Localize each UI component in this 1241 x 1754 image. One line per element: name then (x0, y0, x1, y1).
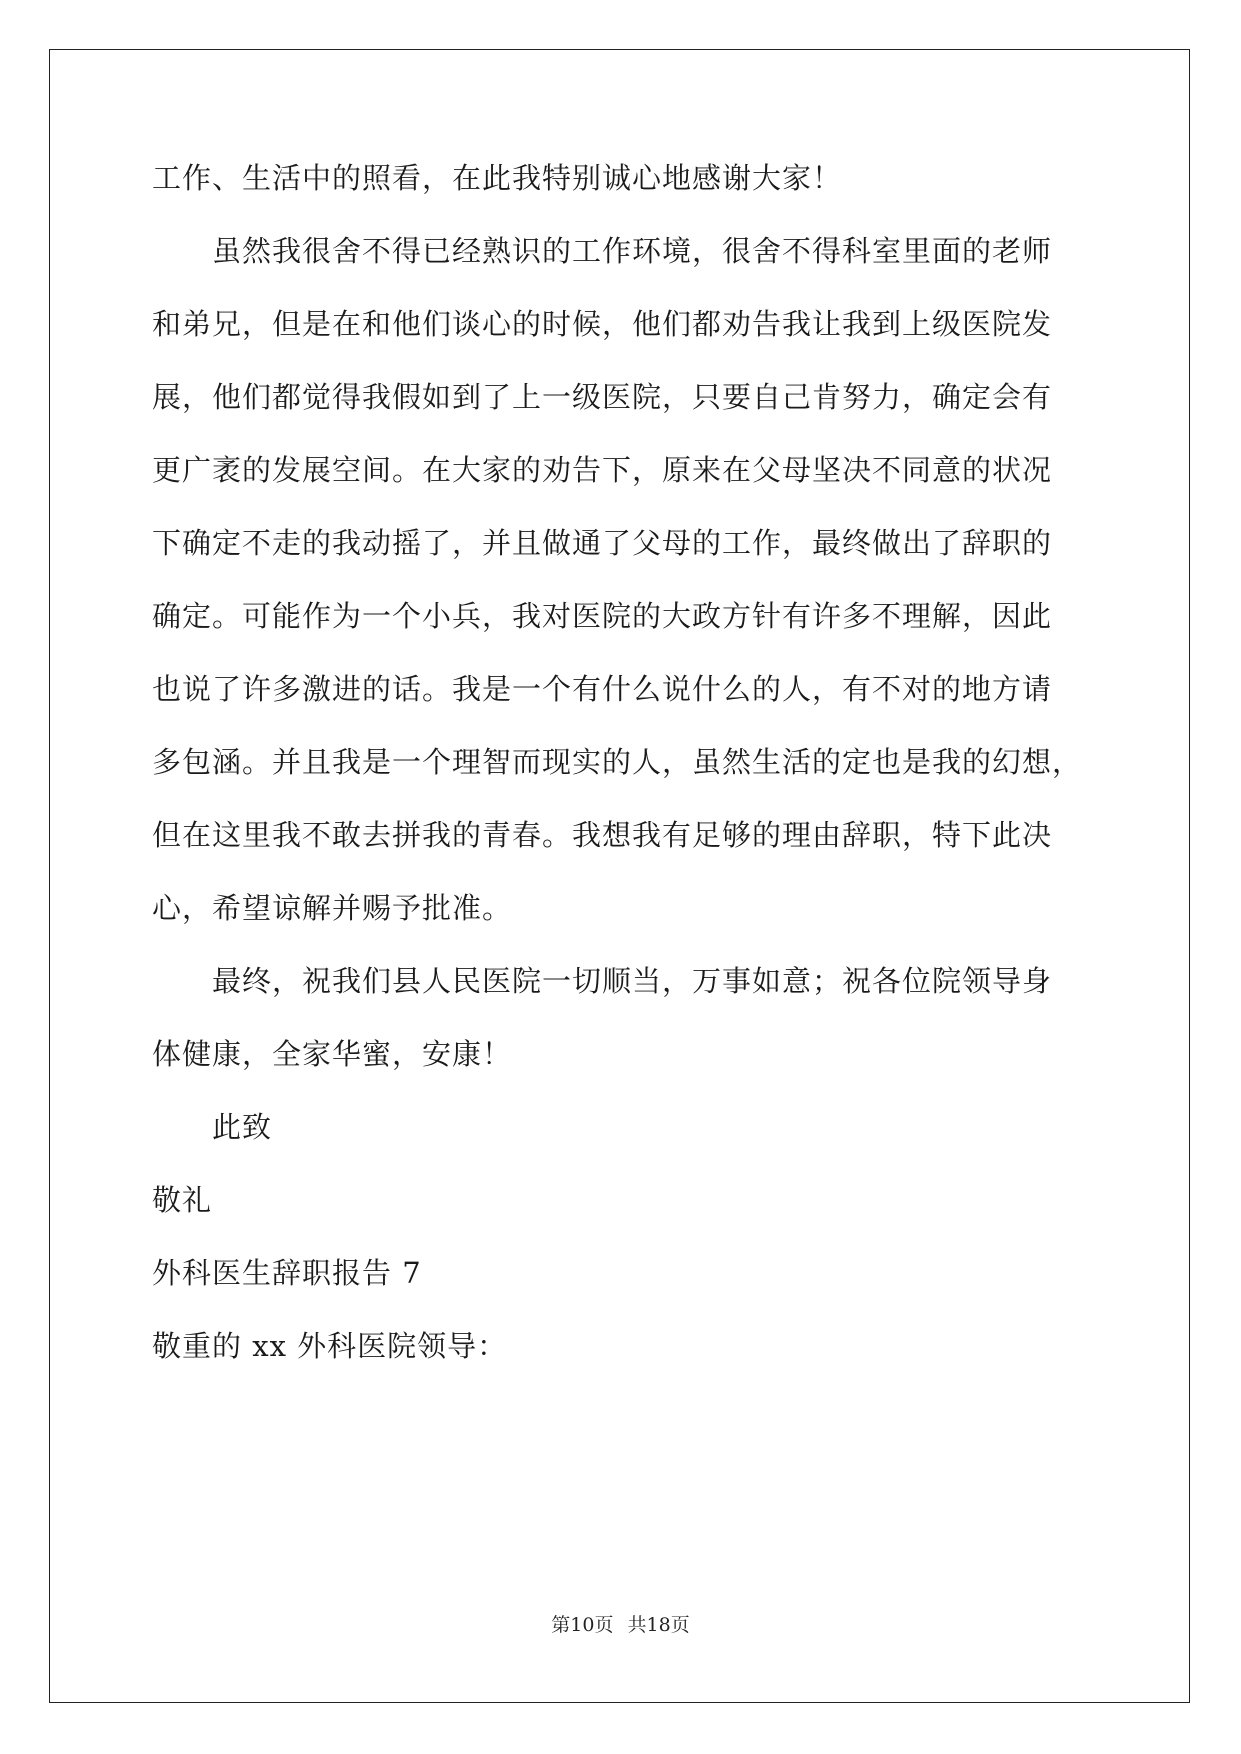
page-number: 第10页 (551, 1614, 614, 1636)
text-line: 确定。可能作为一个小兵，我对医院的大政方针有许多不理解，因此 (152, 599, 1053, 633)
paragraph-start-line: 最终，祝我们县人民医院一切顺当，万事如意；祝各位院领导身 (212, 964, 1053, 998)
text-line: 和弟兄，但是在和他们谈心的时候，他们都劝告我让我到上级医院发 (152, 307, 1053, 341)
page-total: 共18页 (627, 1614, 690, 1636)
text-line: 展，他们都觉得我假如到了上一级医院，只要自己肯努力，确定会有 (152, 380, 1053, 414)
text-line: 多包涵。并且我是一个理智而现实的人，虽然生活的定也是我的幻想， (152, 745, 1083, 779)
text-line: 更广袤的发展空间。在大家的劝告下，原来在父母坚决不同意的状况 (152, 453, 1053, 487)
text-line: 下确定不走的我动摇了，并且做通了父母的工作，最终做出了辞职的 (152, 526, 1053, 560)
page-border (49, 49, 1190, 1703)
page-footer (0, 1610, 1241, 1637)
closing-salutation: 此致 (212, 1110, 273, 1144)
text-line: 体健康，全家华蜜，安康！ (152, 1037, 513, 1071)
section-heading: 外科医生辞职报告 7 (152, 1256, 422, 1290)
text-line: 工作、生活中的照看，在此我特别诚心地感谢大家！ (152, 161, 843, 195)
letter-greeting: 敬重的 xx 外科医院领导： (152, 1329, 508, 1363)
text-line: 也说了许多激进的话。我是一个有什么说什么的人，有不对的地方请 (152, 672, 1053, 706)
text-line: 但在这里我不敢去拼我的青春。我想我有足够的理由辞职，特下此决 (152, 818, 1053, 852)
text-line: 心，希望谅解并赐予批准。 (152, 891, 513, 925)
paragraph-start-line: 虽然我很舍不得已经熟识的工作环境，很舍不得科室里面的老师 (212, 234, 1053, 268)
closing-regards: 敬礼 (152, 1183, 213, 1217)
